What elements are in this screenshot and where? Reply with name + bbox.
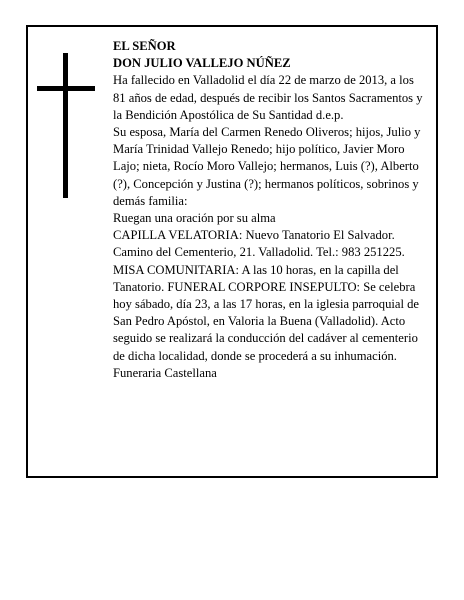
cross-vertical-bar (63, 53, 68, 198)
death-announcement: Ha fallecido en Valladolid el día 22 de marzo de 2013, a los 81 años de edad, después de recibir los Santos Sacramentos y la Bendición Apostólica de Su Santidad d.e.p. (113, 73, 423, 122)
latin-cross-icon (37, 53, 95, 198)
funeral-home: Funeraria Castellana (113, 365, 217, 380)
obituary-text (113, 38, 427, 382)
cross-horizontal-bar (37, 86, 95, 91)
title-line-1: EL SEÑOR (113, 39, 176, 53)
deceased-name: DON JULIO VALLEJO NÚÑEZ (113, 56, 291, 71)
chapel-info: CAPILLA VELATORIA: Nuevo Tanatorio El Salvador. Camino del Cementerio, 21. Valladolid. Tel.: 983 251225. (113, 228, 405, 260)
family-list: Su esposa, María del Carmen Renedo Oliveros; hijos, Julio y María Trinidad Vallejo Renedo; hijo político, Javier Moro Lajo; nieta, Rocío Moro Vallejo; hermanos, Luis (?), Alberto (?), Concepción y Justina (?); hermanos políticos, sobrinos y demás familia: (113, 125, 421, 208)
mass-and-funeral-info: MISA COMUNITARIA: A las 10 horas, en la capilla del Tanatorio. FUNERAL CORPORE INSEPULTO: Se celebra hoy sábado, día 23, a las 17 horas, en la iglesia parroquial de San Pedro Apóstol, en Valoria la Buena (Valladolid). Acto seguido se realizará la conducción del cadáver al cementerio de dicha localidad, donde se procederá a su inhumación. (113, 262, 420, 363)
prayer-request: Ruegan una oración por su alma (113, 211, 276, 226)
